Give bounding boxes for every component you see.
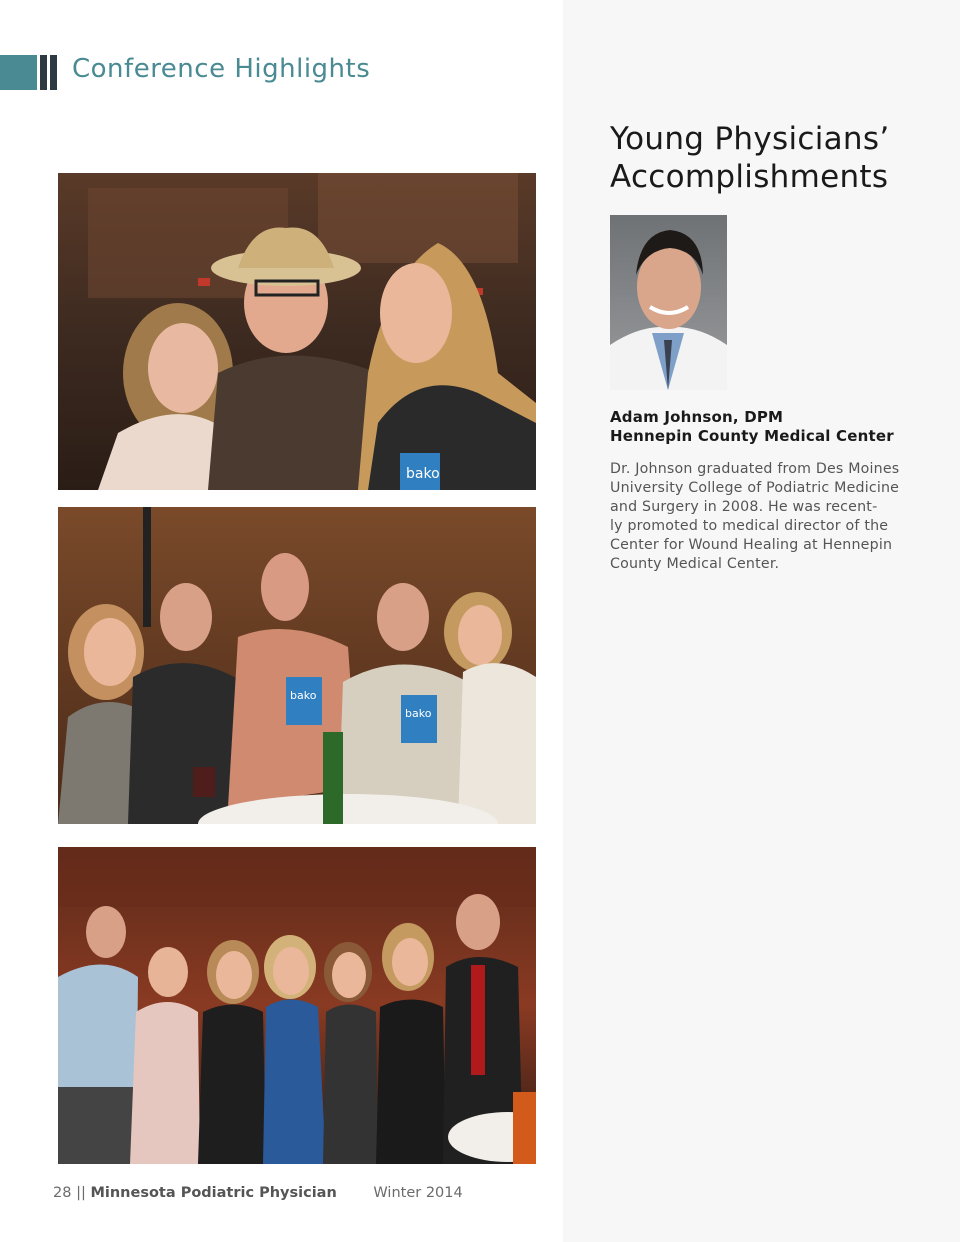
bio-line: Dr. Johnson graduated from Des Moines: [610, 461, 900, 477]
bio-line: University College of Podiatric Medicine: [610, 480, 900, 496]
bio-line: Center for Wound Healing at Hennepin: [610, 537, 893, 553]
page-number: 28: [53, 1185, 72, 1201]
header-accent-stripe: [40, 55, 47, 90]
bio-line: County Medical Center.: [610, 556, 780, 572]
photo-group-seven: [58, 847, 536, 1164]
person-organization: Hennepin County Medical Center: [610, 427, 894, 445]
bio-line: and Surgery in 2008. He was recent-: [610, 499, 878, 515]
photo-group-five: [58, 507, 536, 824]
bio-paragraph: [610, 460, 910, 574]
sidebar-title: [610, 120, 930, 196]
person-name: Adam Johnson, DPM: [610, 408, 784, 426]
photo-group-three: [58, 173, 536, 490]
badge-text: bako: [290, 689, 317, 702]
footer-separator: ||: [76, 1185, 86, 1201]
page-footer: [53, 1185, 463, 1201]
header-accent-bar: [0, 55, 37, 90]
badge-text: bako: [405, 707, 432, 720]
badge-text: bako: [406, 466, 440, 482]
bio-line: ly promoted to medical director of the: [610, 518, 889, 534]
sidebar-title-line: Young Physicians’: [610, 121, 890, 157]
sidebar-title-line: Accomplishments: [610, 159, 889, 195]
section-title: Conference Highlights: [72, 54, 371, 84]
issue-date: Winter 2014: [373, 1185, 463, 1201]
publication-name: Minnesota Podiatric Physician: [90, 1185, 337, 1201]
header-accent-stripe: [50, 55, 57, 90]
portrait-photo: [610, 215, 727, 390]
